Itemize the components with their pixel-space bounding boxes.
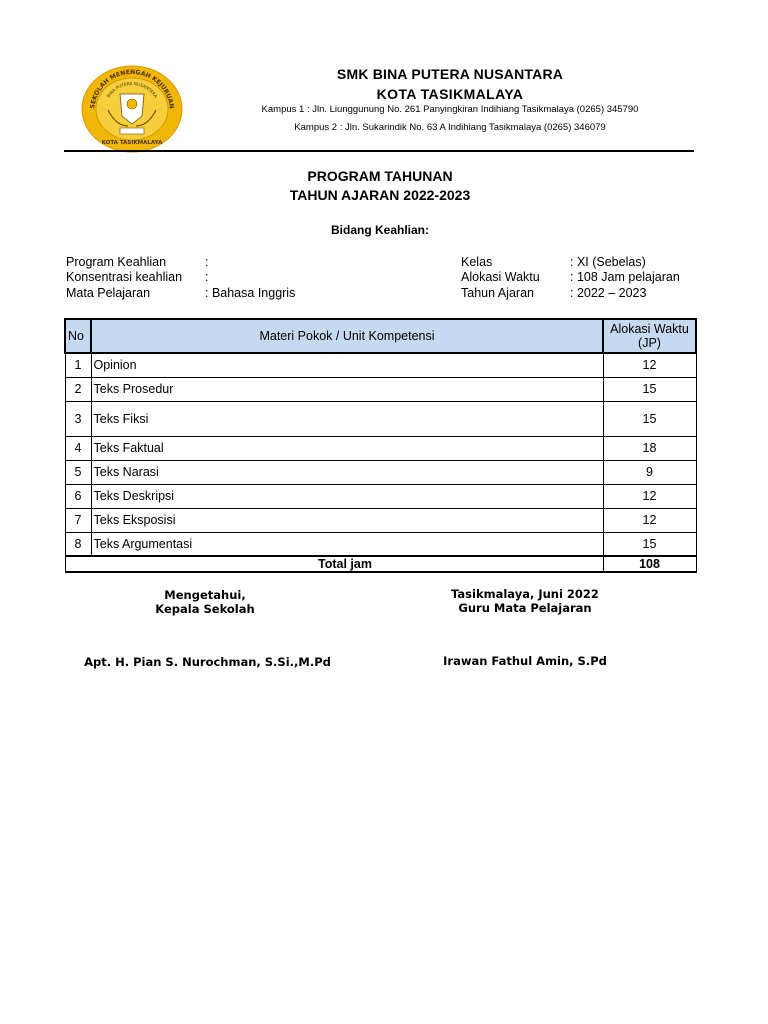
table-row [65, 508, 696, 532]
logo-text-top: SEKOLAH MENENGAH KEJURUAN [89, 68, 175, 110]
row-jp: 15 [603, 401, 696, 436]
campus-2-address: Kampus 2 : Jln. Sukarindik No. 63 A Indihiang Tasikmalaya (0265) 346079 [294, 122, 606, 133]
total-value: 108 [603, 556, 696, 572]
info-label-program: Program Keahlian [66, 255, 167, 269]
table-row [65, 484, 696, 508]
sig-left-line1: Mengetahui, [164, 588, 246, 602]
document-title: PROGRAM TAHUNAN [307, 168, 453, 184]
school-logo [80, 64, 184, 154]
program-table [64, 318, 697, 573]
campus-1-address: Kampus 1 : Jln. Liunggunung No. 261 Panyingkiran Indihiang Tasikmalaya (0265) 345790 [261, 104, 639, 115]
row-no: 8 [65, 532, 91, 556]
row-no: 1 [65, 353, 91, 377]
info-label-mapel: Mata Pelajaran [66, 286, 151, 300]
row-no: 2 [65, 377, 91, 401]
row-jp: 12 [603, 353, 696, 377]
info-value-alokasi: : 108 Jam pelajaran [570, 270, 680, 284]
table-row [65, 401, 696, 436]
header-divider [64, 150, 694, 152]
document-year: TAHUN AJARAN 2022-2023 [289, 187, 471, 203]
info-label-konsentrasi: Konsentrasi keahlian [66, 270, 183, 284]
row-no: 5 [65, 460, 91, 484]
info-value-kelas: : XI (Sebelas) [570, 255, 646, 269]
info-label-alokasi: Alokasi Waktu [461, 270, 540, 284]
row-materi: Teks Fiksi [91, 401, 603, 436]
row-no: 6 [65, 484, 91, 508]
row-materi: Teks Argumentasi [91, 532, 603, 556]
header-materi: Materi Pokok / Unit Kompetensi [91, 319, 603, 353]
logo-text-mid: BINA PUTERA NUSANTARA [105, 80, 159, 99]
sig-right-line2: Guru Mata Pelajaran [458, 601, 592, 615]
row-no: 3 [65, 401, 91, 436]
info-label-tahun: Tahun Ajaran [461, 286, 534, 300]
info-value-tahun: : 2022 – 2023 [570, 286, 647, 300]
row-jp: 15 [603, 532, 696, 556]
row-jp: 12 [603, 484, 696, 508]
table-row [65, 377, 696, 401]
teacher-name: Irawan Fathul Amin, S.Pd [443, 654, 607, 668]
info-label-kelas: Kelas [461, 255, 493, 269]
table-row [65, 353, 696, 377]
row-jp: 18 [603, 436, 696, 460]
row-no: 7 [65, 508, 91, 532]
school-city: KOTA TASIKMALAYA [376, 86, 524, 102]
row-jp: 15 [603, 377, 696, 401]
info-value-konsentrasi: : [205, 270, 209, 284]
table-row [65, 532, 696, 556]
row-jp: 12 [603, 508, 696, 532]
info-value-mapel: : Bahasa Inggris [205, 286, 296, 300]
row-materi: Teks Prosedur [91, 377, 603, 401]
header-no: No [65, 319, 91, 353]
total-label: Total jam [65, 556, 603, 572]
logo-text-bottom: KOTA TASIKMALAYA [101, 140, 163, 146]
row-materi: Teks Eksposisi [91, 508, 603, 532]
row-materi: Teks Faktual [91, 436, 603, 460]
school-name: SMK BINA PUTERA NUSANTARA [336, 66, 564, 82]
row-no: 4 [65, 436, 91, 460]
row-materi: Teks Deskripsi [91, 484, 603, 508]
header-alokasi: Alokasi Waktu (JP) [603, 319, 696, 353]
row-jp: 9 [603, 460, 696, 484]
field-of-expertise: Bidang Keahlian: [330, 223, 429, 237]
row-materi: Opinion [91, 353, 603, 377]
sig-right-line1: Tasikmalaya, Juni 2022 [451, 587, 599, 601]
table-header-row [65, 319, 696, 353]
sig-left-line2: Kepala Sekolah [155, 602, 255, 616]
principal-name: Apt. H. Pian S. Nurochman, S.Si.,M.Pd [84, 655, 331, 669]
row-materi: Teks Narasi [91, 460, 603, 484]
table-row [65, 436, 696, 460]
total-row [65, 556, 696, 572]
table-row [65, 460, 696, 484]
info-value-program: : [205, 255, 209, 269]
